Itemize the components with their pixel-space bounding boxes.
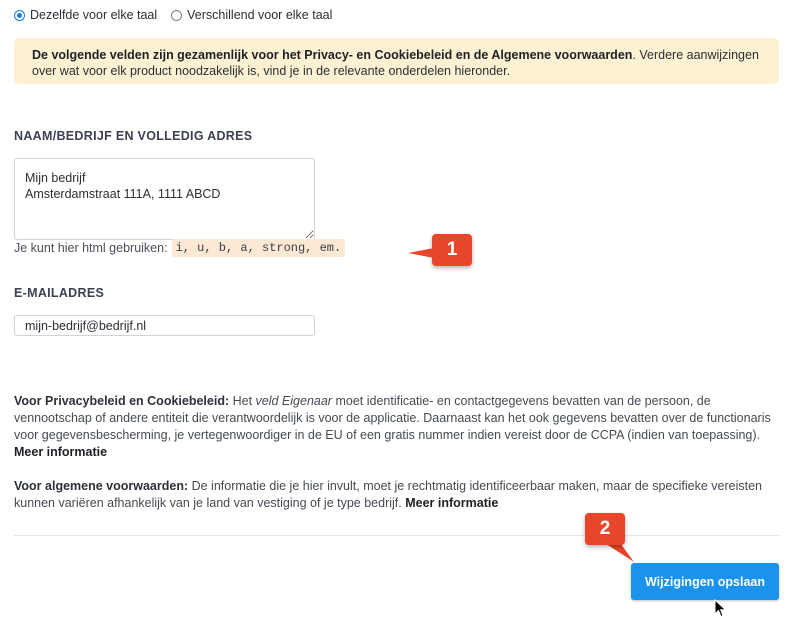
notice-bold-text: De volgende velden zijn gezamenlijk voor het Privacy- en Cookiebeleid en de Algemene voorwaarden	[32, 48, 633, 62]
terms-info-paragraph	[14, 478, 784, 512]
callout-2-number: 2	[599, 518, 611, 539]
radio-different-for-each-language[interactable]	[171, 8, 332, 22]
allowed-tags-code: i, u, b, a, strong, em.	[172, 239, 346, 257]
section-divider	[14, 535, 779, 536]
terms-info-label: Voor algemene voorwaarden:	[14, 479, 189, 493]
terms-more-info-link[interactable]: Meer informatie	[405, 496, 499, 510]
shared-fields-notice	[14, 38, 779, 84]
address-section-title: NAAM/BEDRIJF EN VOLLEDIG ADRES	[14, 129, 253, 143]
radio-label-different: Verschillend voor elke taal	[187, 8, 333, 22]
privacy-info-label: Voor Privacybeleid en Cookiebeleid:	[14, 394, 230, 408]
radio-label-same: Dezelfde voor elke taal	[30, 8, 158, 22]
privacy-more-info-link[interactable]: Meer informatie	[14, 445, 108, 459]
language-mode-options	[14, 8, 332, 22]
notice-text: . Verdere aanwijzingen over wat voor elk product noodzakelijk is, vind je in de relevante onderdelen hieronder.	[32, 48, 759, 78]
radio-same-for-each-language[interactable]	[14, 8, 157, 22]
html-hint-label: Je kunt hier html gebruiken:	[14, 241, 168, 255]
html-hint	[14, 239, 345, 257]
email-section-title: E-MAILADRES	[14, 286, 105, 300]
privacy-info-italic-term: veld Eigenaar	[255, 394, 332, 408]
callout-1-number: 1	[446, 239, 458, 260]
address-textarea[interactable]	[14, 158, 315, 240]
callout-marker-1	[432, 234, 472, 266]
mouse-pointer-icon	[714, 599, 728, 619]
email-input[interactable]	[14, 315, 315, 336]
terms-info-text: De informatie die je hier invult, moet je rechtmatig identificeerbaar maken, maar de specifieke vereisten kunnen variëren afhankelijk van je land van vestiging of je type bedrijf.	[14, 479, 763, 510]
radio-unchecked-icon[interactable]	[171, 10, 182, 21]
save-changes-button[interactable]: Wijzigingen opslaan	[631, 563, 779, 600]
callout-marker-2	[585, 513, 625, 545]
privacy-info-paragraph	[14, 393, 784, 461]
radio-checked-icon[interactable]	[14, 10, 25, 21]
privacy-info-text-after: moet identificatie- en contactgegevens bevatten van de persoon, de vennootschap of andere entiteit die verantwoordelijk is voor de applicatie. Daarnaast kan het ook gegevens bevatten over de functionaris voor gegevensbescherming, je vertegenwoordiger in de EU of een gratis nummer indien vereist door de CCPA (indien van toepassing).	[14, 394, 771, 442]
privacy-info-text-before: Het	[229, 394, 256, 408]
